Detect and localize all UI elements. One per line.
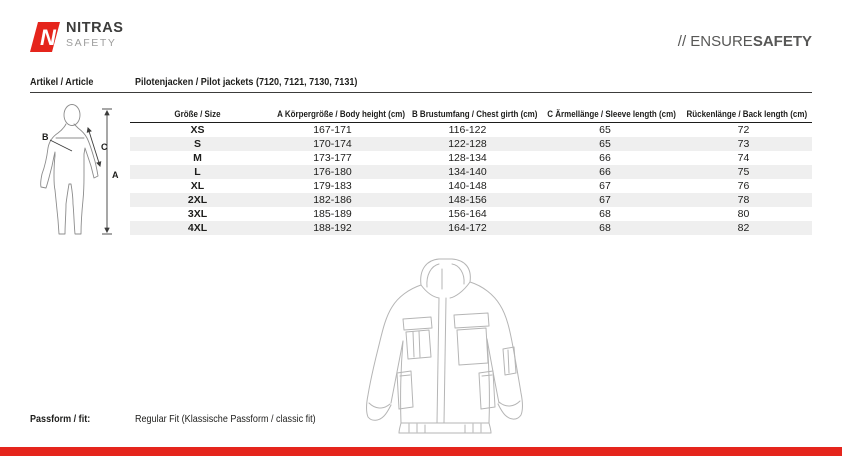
size-cell: M	[193, 152, 202, 164]
value-cell: 65	[599, 124, 611, 136]
size-cell: S	[193, 138, 201, 150]
size-cell: 3XL	[187, 208, 208, 220]
value-cell: 76	[737, 180, 750, 192]
value-cell: 164-172	[448, 222, 487, 234]
brand-name: NITRAS	[66, 20, 124, 36]
value-cell: 80	[737, 208, 750, 220]
value-cell: 116-122	[448, 124, 487, 136]
column-header: B Brustumfang / Chest girth (cm)	[400, 106, 535, 123]
value-cell: 185-189	[313, 208, 352, 220]
value-cell: 167-171	[313, 124, 352, 136]
value-cell: 67	[599, 194, 611, 206]
table-row	[130, 221, 812, 235]
pilot-jacket-illustration	[355, 255, 535, 447]
nitras-logo	[30, 21, 124, 53]
size-cell: XS	[190, 124, 205, 136]
size-table-body	[130, 123, 812, 236]
value-cell: 176-180	[313, 166, 352, 178]
table-row	[130, 123, 812, 138]
jacket-outline	[367, 259, 523, 433]
value-cell: 78	[737, 194, 750, 206]
brand-sub: SAFETY	[66, 36, 117, 49]
table-header-row	[130, 106, 812, 123]
value-cell: 128-134	[448, 152, 487, 164]
size-cell: XL	[190, 180, 205, 192]
article-label: Artikel / Article	[30, 76, 94, 88]
logo-text	[66, 21, 124, 48]
article-divider	[30, 92, 812, 93]
table-row	[130, 137, 812, 151]
article-value: Pilotenjacken / Pilot jackets (7120, 7121, 7130, 7131)	[135, 76, 358, 88]
column-header: Größe / Size	[130, 106, 265, 123]
value-cell: 182-186	[313, 194, 352, 206]
size-cell: L	[194, 166, 201, 178]
logo-letter: N	[40, 25, 56, 50]
table-row	[130, 179, 812, 193]
value-cell: 82	[737, 222, 750, 234]
value-cell: 122-128	[448, 138, 487, 150]
tagline	[678, 33, 812, 50]
value-cell: 66	[599, 166, 611, 178]
brand-footer-bar	[0, 447, 842, 456]
size-cell: 2XL	[187, 194, 208, 206]
nitras-logo-icon	[30, 21, 60, 53]
size-table	[130, 106, 812, 235]
value-cell: 134-140	[448, 166, 487, 178]
size-cell: 4XL	[187, 222, 208, 234]
column-header: Rückenlänge / Back length (cm)	[675, 106, 812, 123]
value-cell: 173-177	[313, 152, 352, 164]
value-cell: 179-183	[313, 180, 352, 192]
value-cell: 74	[737, 152, 750, 164]
value-cell: 73	[737, 138, 750, 150]
value-cell: 140-148	[448, 180, 487, 192]
size-table-head	[130, 106, 812, 123]
table-row	[130, 151, 812, 165]
tagline-regular: ENSURE	[690, 33, 753, 50]
value-cell: 188-192	[313, 222, 352, 234]
label-b-chest: B	[42, 132, 49, 142]
value-cell: 72	[737, 124, 750, 136]
body-measurement-diagram	[28, 104, 128, 244]
value-cell: 170-174	[313, 138, 352, 150]
table-row	[130, 165, 812, 179]
measurement-arrows	[42, 109, 119, 234]
value-cell: 66	[599, 152, 611, 164]
label-c-sleeve: C	[101, 142, 108, 152]
value-cell: 67	[599, 180, 611, 192]
tagline-bold: SAFETY	[752, 33, 812, 50]
value-cell: 148-156	[448, 194, 487, 206]
tagline-slashes: //	[677, 33, 691, 50]
value-cell: 156-164	[448, 208, 487, 220]
value-cell: 65	[599, 138, 611, 150]
column-header: C Ärmellänge / Sleeve length (cm)	[535, 106, 675, 123]
fit-value: Regular Fit (Klassische Passform / classic fit)	[135, 413, 316, 425]
table-row	[130, 207, 812, 221]
size-table-wrap	[130, 106, 812, 235]
fit-label: Passform / fit:	[30, 413, 91, 425]
value-cell: 75	[737, 166, 750, 178]
label-a-height: A	[112, 170, 119, 180]
value-cell: 68	[599, 222, 611, 234]
value-cell: 68	[599, 208, 611, 220]
column-header: A Körpergröße / Body height (cm)	[265, 106, 400, 123]
human-figure-outline	[41, 105, 98, 235]
table-row	[130, 193, 812, 207]
